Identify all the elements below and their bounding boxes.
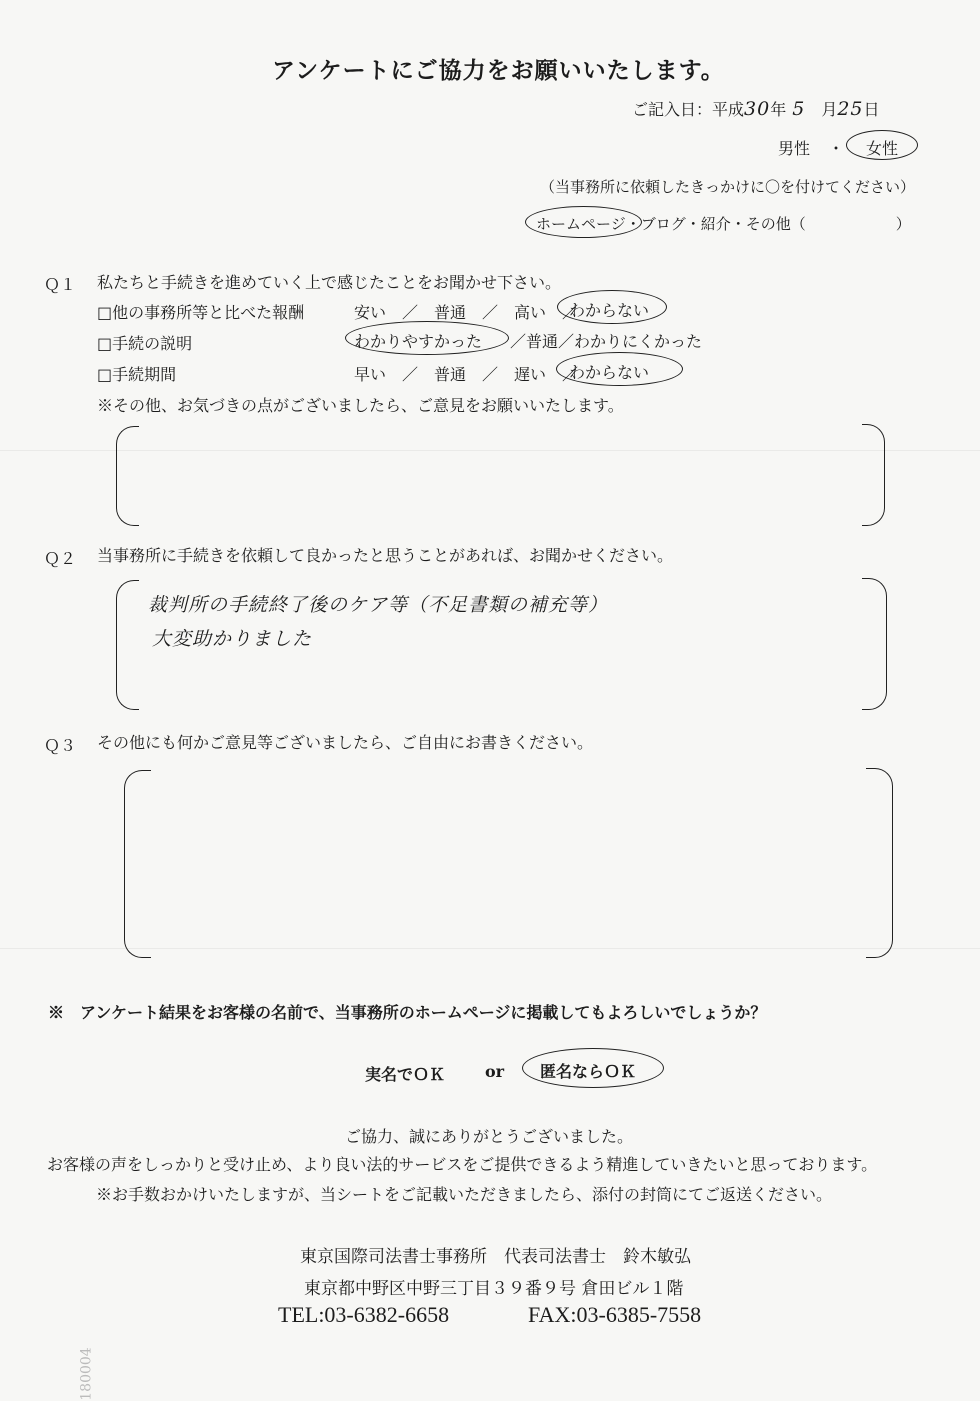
- gender-female[interactable]: 女性: [866, 139, 899, 158]
- office-tel: TEL:03-6382-6658: [278, 1302, 450, 1327]
- publish-question: ※ アンケート結果をお客様の名前で、当事務所のホームページに掲載してもよろしいでしょうか？: [48, 1003, 767, 1022]
- selection-circle: [846, 130, 918, 160]
- q3-answer-box-right[interactable]: [866, 768, 893, 958]
- date-line: [632, 97, 880, 120]
- date-day-unit: 日: [863, 100, 880, 119]
- q2-answer-line-1: 裁判所の手続終了後のケア等（不足書類の補充等）: [148, 594, 609, 616]
- q1-row-duration-answer[interactable]: わからない: [569, 363, 650, 382]
- closing-message: お客様の声をしっかりと受け止め、より良い法的サービスをご提供できるよう精進していきたいと思っております。: [47, 1155, 878, 1174]
- selection-circle: [525, 206, 642, 238]
- publish-option-real-name[interactable]: 実名でＯＫ: [365, 1065, 446, 1084]
- date-month-unit: 月: [821, 100, 838, 119]
- margin-id: 180004: [78, 1347, 95, 1401]
- office-address: 東京都中野区中野三丁目３９番９号 倉田ビル１階: [304, 1279, 684, 1299]
- office-fax: FAX:03-6385-7558: [528, 1302, 702, 1327]
- date-month: 5: [792, 98, 806, 120]
- q3-label: Ｑ３: [44, 736, 77, 755]
- q2-label: Ｑ２: [44, 549, 77, 568]
- q1-label: Ｑ１: [44, 275, 77, 294]
- q1-row-fee-choices[interactable]: 安い ／ 普通 ／ 高い ／: [354, 303, 579, 322]
- q1-comment-box-left[interactable]: [116, 426, 139, 526]
- trigger-prompt: （当事務所に依頼したきっかけに〇を付けてください）: [540, 178, 916, 196]
- q1-question: 私たちと手続きを進めていく上で感じたことをお聞かせ下さい。: [97, 273, 562, 292]
- selection-circle: [556, 352, 683, 386]
- q1-row-duration-item[interactable]: □手続期間: [97, 365, 177, 384]
- q3-question: その他にも何かご意見等ございましたら、ご自由にお書きください。: [97, 733, 594, 752]
- office-name: 東京国際司法書士事務所 代表司法書士 鈴木敏弘: [300, 1247, 691, 1267]
- selection-circle: [557, 290, 667, 324]
- q1-row-explanation-choices[interactable]: ／普通／わかりにくかった: [510, 332, 703, 351]
- q2-answer-box-left[interactable]: [116, 580, 139, 710]
- closing-return-note: ※お手数おかけいたしますが、当シートをご記載いただきましたら、添付の封筒にてご返送ください。: [96, 1185, 833, 1204]
- selection-circle: [522, 1048, 664, 1088]
- selection-circle: [345, 321, 509, 355]
- q1-row-duration-choices[interactable]: 早い ／ 普通 ／ 遅い ／: [354, 365, 579, 384]
- q1-row-explanation-item[interactable]: □手続の説明: [97, 334, 193, 353]
- date-label: ご記入日：平成: [632, 100, 745, 119]
- q1-row-explanation-answer[interactable]: わかりやすかった: [354, 332, 483, 351]
- q2-question: 当事務所に手続きを依頼して良かったと思うことがあれば、お聞かせください。: [97, 546, 674, 565]
- publish-option-anonymous[interactable]: 匿名ならＯＫ: [540, 1062, 637, 1081]
- date-day: 25: [837, 98, 864, 120]
- date-year: 30: [744, 98, 771, 120]
- publish-or: or: [485, 1062, 505, 1081]
- q1-row-fee-item[interactable]: □他の事務所等と比べた報酬: [97, 303, 305, 322]
- trigger-options[interactable]: ホームページ・ブログ・紹介・その他（ ）: [536, 215, 911, 233]
- q2-answer-line-2: 大変助かりました: [152, 628, 313, 650]
- gender-separator: ・: [828, 139, 845, 158]
- q3-answer-box-left[interactable]: [124, 770, 151, 958]
- q1-comment-box-right[interactable]: [862, 424, 885, 526]
- closing-thanks: ご協力、誠にありがとうございました。: [345, 1127, 634, 1146]
- page-title: アンケートにご協力をお願いいたします。: [272, 58, 725, 84]
- q1-note: ※その他、お気づきの点がございましたら、ご意見をお願いいたします。: [97, 396, 624, 415]
- date-year-unit: 年: [770, 100, 787, 119]
- paper-fold-line: [0, 450, 980, 451]
- gender-male[interactable]: 男性: [778, 139, 811, 158]
- q2-answer-box-right[interactable]: [862, 578, 887, 710]
- q1-row-fee-answer[interactable]: わからない: [569, 301, 650, 320]
